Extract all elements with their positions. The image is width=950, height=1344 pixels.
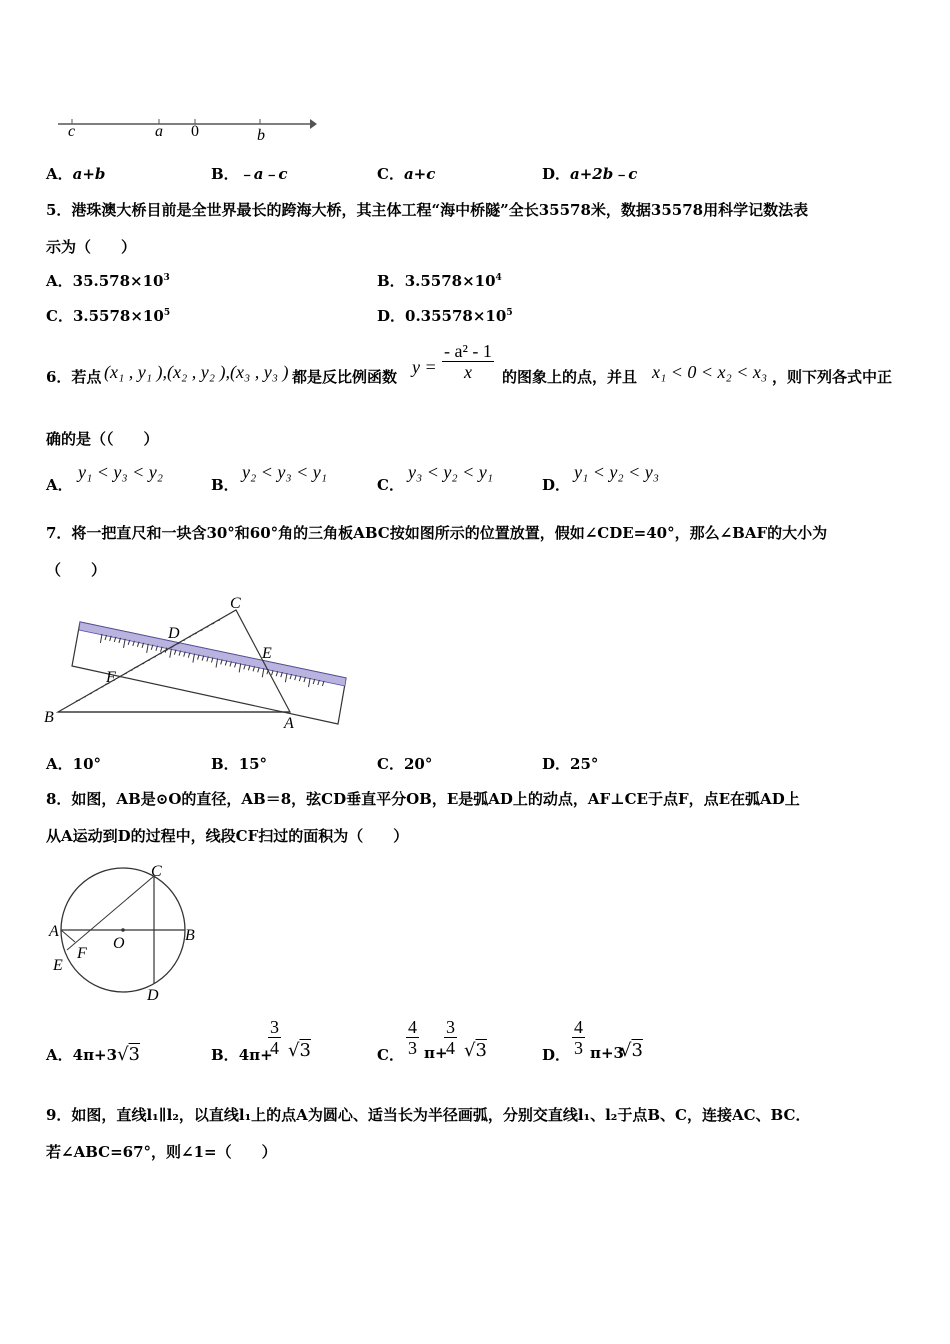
- ruler-triangle-figure: [40, 590, 360, 735]
- q6-option-c[interactable]: [377, 474, 404, 495]
- q7-stem-line1: 7．将一把直尺和一块含30°和60°角的三角板ABC按如图所示的位置放置，假如∠CDE=40°，那么∠BAF的大小为: [46, 524, 828, 542]
- fraction-numerator: 3: [270, 1017, 279, 1037]
- q6-mid2: 的图象上的点，并且: [502, 368, 638, 386]
- q5-stem-line2: 示为（ ）: [46, 238, 137, 256]
- q6-option-a[interactable]: [46, 474, 73, 495]
- q8-option-d[interactable]: [542, 1044, 570, 1065]
- sqrt-icon: √3: [620, 1040, 643, 1061]
- option-text: 25°: [570, 755, 599, 773]
- axis-label-0: 0: [191, 123, 199, 140]
- q5-option-a[interactable]: [46, 270, 170, 291]
- root-value: 3: [475, 1040, 487, 1061]
- q6-mid: 都是反比例函数: [292, 368, 398, 386]
- label-e: E: [262, 645, 272, 662]
- q8-option-b[interactable]: [211, 1044, 273, 1065]
- option-exp: 5: [506, 308, 513, 318]
- option-label: A．: [46, 755, 73, 773]
- q4-option-a[interactable]: [46, 163, 105, 184]
- option-label: C．: [377, 755, 404, 773]
- fraction-numerator: 4: [408, 1017, 417, 1037]
- option-label: D．: [542, 1046, 571, 1064]
- option-label: C．: [46, 307, 73, 325]
- sqrt-icon: √3: [288, 1040, 311, 1061]
- fraction-denominator: 3: [408, 1038, 417, 1058]
- q9-stem-line2: 若∠ABC=67°，则∠1=（ ）: [46, 1143, 277, 1161]
- option-base: 0.35578×10: [405, 307, 507, 325]
- option-exp: 4: [495, 273, 502, 283]
- q6-prefix: 6．若点: [46, 368, 102, 386]
- fraction-denominator: 4: [270, 1038, 279, 1058]
- option-label: B．: [211, 476, 239, 494]
- number-line-figure: [55, 112, 320, 142]
- option-label: D．: [542, 755, 571, 773]
- option-text: a+2b﹣c: [570, 165, 638, 183]
- option-label: A．: [46, 476, 73, 494]
- q8-option-a[interactable]: [46, 1044, 140, 1065]
- q8-option-c[interactable]: [377, 1044, 404, 1065]
- option-text: a+c: [403, 165, 436, 183]
- q8-option-c-mid: π+: [424, 1044, 448, 1062]
- q6-option-d[interactable]: [542, 474, 570, 495]
- option-text: 10°: [72, 755, 102, 773]
- q5-option-d[interactable]: [377, 305, 513, 326]
- option-label: D．: [542, 476, 571, 494]
- fraction-numerator: - a² - 1: [444, 341, 492, 361]
- option-label: A．: [46, 272, 73, 290]
- label-d: D: [168, 625, 180, 642]
- q8-option-d-fraction: [572, 1017, 585, 1058]
- label-f: F: [77, 945, 87, 962]
- label-c: C: [151, 863, 162, 880]
- option-text: 20°: [403, 755, 433, 773]
- root-value: 3: [299, 1040, 311, 1061]
- q8-option-d-mid: π+3: [590, 1044, 624, 1062]
- option-label: B．: [377, 272, 405, 290]
- q4-option-c[interactable]: [377, 163, 435, 184]
- axis-label-b: b: [257, 127, 265, 142]
- q8-option-c-fraction2: [444, 1017, 457, 1058]
- axis-label-c: c: [68, 123, 76, 140]
- option-base: 35.578×10: [72, 272, 164, 290]
- q4-option-b[interactable]: [211, 163, 288, 184]
- q6-stem-line2: 确的是（（ ）: [46, 430, 159, 448]
- option-label: C．: [377, 165, 404, 183]
- option-text: 4π+3: [72, 1046, 118, 1064]
- q5-stem-line1: 5．港珠澳大桥目前是全世界最长的跨海大桥，其主体工程“海中桥隧”全长35578米，数据35578用科学记数法表: [46, 201, 809, 219]
- q7-stem-line2: （ ）: [46, 561, 107, 579]
- q5-option-b[interactable]: [377, 270, 502, 291]
- fraction-numerator: 3: [446, 1017, 455, 1037]
- q5-option-c[interactable]: [46, 305, 170, 326]
- option-label: A．: [46, 1046, 73, 1064]
- option-text: a+b: [72, 165, 106, 183]
- option-text: 4π+: [238, 1046, 273, 1064]
- q7-option-c[interactable]: [377, 753, 432, 774]
- q4-option-d[interactable]: [542, 163, 637, 184]
- q7-option-b[interactable]: [211, 753, 267, 774]
- label-o: O: [113, 935, 125, 952]
- option-base: 3.5578×10: [404, 272, 496, 290]
- option-label: B．: [211, 755, 239, 773]
- option-exp: 5: [163, 308, 171, 318]
- q6-func-fraction: [442, 341, 494, 382]
- q7-option-d[interactable]: [542, 753, 598, 774]
- label-b: B: [44, 709, 54, 726]
- option-text: 15°: [238, 755, 268, 773]
- label-e: E: [53, 957, 63, 974]
- fraction-denominator: 3: [574, 1038, 583, 1058]
- sqrt-icon: √3: [117, 1044, 140, 1065]
- label-a: A: [49, 923, 59, 940]
- q6-suffix: ，则下列各式中正: [772, 368, 893, 386]
- option-text: ﹣a﹣c: [238, 165, 288, 183]
- option-label: D．: [377, 307, 406, 325]
- label-d: D: [147, 987, 159, 1004]
- option-label: C．: [377, 1046, 404, 1064]
- q9-stem-line1: 9．如图，直线l₁∥l₂，以直线l₁上的点A为圆心、适当长为半径画弧，分别交直线l₁、l₂于点B、C，连接AC、BC．: [46, 1106, 811, 1124]
- label-a: A: [284, 715, 294, 732]
- option-label: C．: [377, 476, 404, 494]
- circle-figure: [45, 860, 205, 1005]
- q7-option-a[interactable]: [46, 753, 101, 774]
- option-exp: 3: [163, 273, 170, 283]
- option-base: 3.5578×10: [72, 307, 164, 325]
- option-label: B．: [211, 165, 239, 183]
- q8-option-c-fraction1: [406, 1017, 419, 1058]
- fraction-denominator: 4: [446, 1038, 455, 1058]
- q8-stem-line1: 8．如图，AB是⊙O的直径，AB＝8，弦CD垂直平分OB，E是弧AD上的动点，AF⊥CE于点F，点E在弧AD上: [46, 790, 800, 808]
- q6-points: (x₁ , y₁ ),(x₂ , y₂ ),(x₃ , y₃ ): [104, 362, 289, 382]
- option-label: A．: [46, 165, 73, 183]
- root-value: 3: [128, 1044, 140, 1065]
- q6-func-lhs: y =: [412, 357, 437, 377]
- sqrt-icon: √3: [464, 1040, 487, 1061]
- q6-option-b[interactable]: [211, 474, 239, 495]
- fraction-numerator: 4: [574, 1017, 583, 1037]
- option-label: D．: [542, 165, 571, 183]
- label-c: C: [230, 595, 241, 612]
- root-value: 3: [631, 1040, 643, 1061]
- label-f: F: [106, 669, 116, 686]
- q6-option-c-expr: y₃ < y₂ < y₁: [408, 462, 494, 482]
- q6-option-a-expr: y₁ < y₃ < y₂: [78, 462, 164, 482]
- q6-option-b-expr: y₂ < y₃ < y₁: [242, 462, 328, 482]
- q8-option-b-fraction: [268, 1017, 281, 1058]
- fraction-denominator: x: [463, 362, 472, 382]
- q6-condition: x₁ < 0 < x₂ < x₃: [652, 362, 768, 382]
- q8-stem-line2: 从A运动到D的过程中，线段CF扫过的面积为（ ）: [46, 827, 409, 845]
- axis-label-a: a: [155, 123, 163, 140]
- option-label: B．: [211, 1046, 239, 1064]
- q6-option-d-expr: y₁ < y₂ < y₃: [574, 462, 660, 482]
- label-b: B: [185, 927, 195, 944]
